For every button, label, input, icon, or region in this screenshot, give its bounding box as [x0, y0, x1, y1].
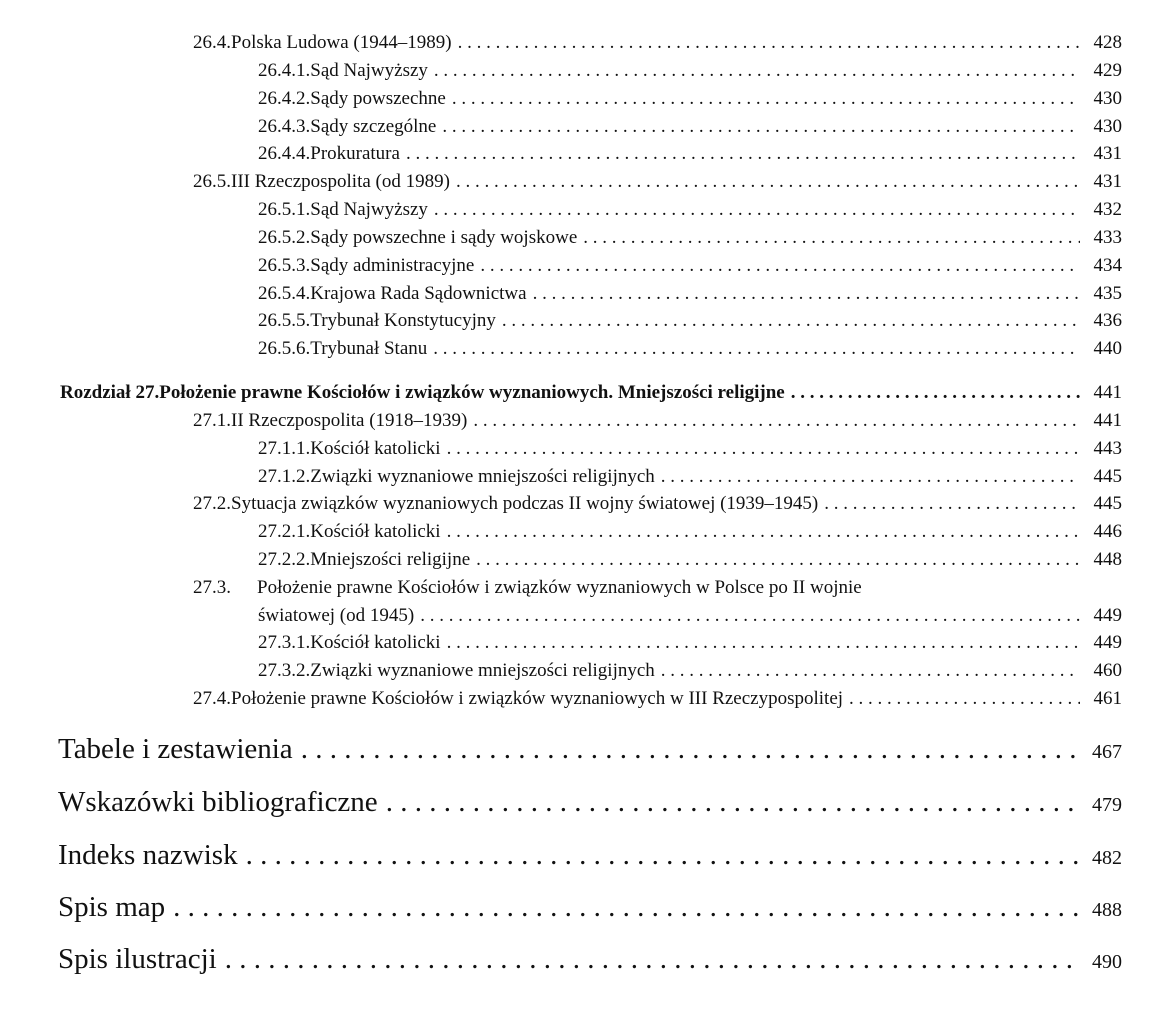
toc-entry: [258, 282, 1122, 306]
entry-page: 431: [1093, 143, 1122, 164]
entry-number: 27.1.2.: [258, 466, 311, 487]
toc-entry: [258, 520, 1122, 544]
entry-title: Trybunał Stanu: [310, 338, 428, 359]
toc-entry: [258, 631, 1122, 655]
section-title: Indeks nazwisk: [58, 839, 238, 871]
dot-leader: [442, 115, 1080, 139]
dot-leader: [434, 198, 1080, 222]
entry-number: 26.5.: [193, 171, 231, 192]
toc-entry: [258, 226, 1122, 250]
dot-leader: [173, 890, 1080, 924]
toc-entry: [258, 309, 1122, 333]
entry-title-continuation: światowej (od 1945): [258, 605, 415, 626]
section-title: Spis map: [58, 891, 166, 923]
dot-leader: [480, 254, 1080, 278]
entry-page: 446: [1093, 521, 1122, 542]
entry-title: Związki wyznaniowe mniejszości religijnych: [310, 466, 655, 487]
entry-title: III Rzeczpospolita (od 1989): [231, 171, 450, 192]
dot-leader: [246, 838, 1080, 872]
dot-leader: [386, 785, 1080, 819]
entry-title: Sądy powszechne i sądy wojskowe: [310, 227, 578, 248]
entry-page: 448: [1093, 549, 1122, 570]
toc-section-entry: [58, 890, 1122, 927]
toc-section-entry: [58, 838, 1122, 875]
section-page: 467: [1092, 741, 1122, 763]
entry-page: 445: [1093, 493, 1122, 514]
toc-entry: [193, 576, 1122, 600]
toc-entry: [258, 465, 1122, 489]
entry-title: Kościół katolicki: [310, 438, 441, 459]
entry-title: Położenie prawne Kościołów i związków wyznaniowych w III Rzeczypospolitej: [231, 688, 844, 709]
entry-page: 431: [1093, 171, 1122, 192]
entry-number: 27.2.: [193, 493, 231, 514]
entry-title: Mniejszości religijne: [310, 549, 471, 570]
toc-entry: [258, 254, 1122, 278]
entry-number: 26.5.2.: [258, 227, 311, 248]
toc-section-entry: [58, 732, 1122, 769]
entry-page: 460: [1093, 660, 1122, 681]
entry-number: 26.5.5.: [258, 310, 311, 331]
entry-page: 432: [1093, 199, 1122, 220]
entry-number: 27.4.: [193, 688, 231, 709]
entry-title: Polska Ludowa (1944–1989): [231, 32, 452, 53]
section-page: 482: [1092, 847, 1122, 869]
entry-page: 435: [1093, 283, 1122, 304]
entry-page: 441: [1093, 382, 1122, 403]
toc-chapter-entry: [60, 381, 1122, 405]
dot-leader: [791, 381, 1080, 405]
dot-leader: [225, 942, 1080, 976]
dot-leader: [473, 409, 1080, 433]
entry-title: Związki wyznaniowe mniejszości religijnych: [310, 660, 655, 681]
entry-page: 443: [1093, 438, 1122, 459]
chapter-title: Położenie prawne Kościołów i związków wyznaniowych. Mniejszości religijne: [159, 382, 785, 403]
dot-leader: [661, 659, 1080, 683]
toc-entry: [258, 337, 1122, 361]
toc-entry: [258, 198, 1122, 222]
dot-leader: [476, 548, 1080, 572]
toc-entry: [258, 115, 1122, 139]
entry-title: Sądy administracyjne: [310, 255, 475, 276]
entry-number: 26.5.4.: [258, 283, 311, 304]
dot-leader: [301, 732, 1080, 766]
entry-page: 441: [1093, 410, 1122, 431]
entry-number: 26.4.3.: [258, 116, 311, 137]
toc-entry: [193, 31, 1122, 55]
section-page: 490: [1092, 951, 1122, 973]
entry-page: 430: [1093, 88, 1122, 109]
entry-page: 436: [1093, 310, 1122, 331]
toc-entry: [193, 170, 1122, 194]
entry-title: Kościół katolicki: [310, 521, 441, 542]
entry-page: 430: [1093, 116, 1122, 137]
entry-title: Sytuacja związków wyznaniowych podczas II wojny światowej (1939–1945): [231, 493, 819, 514]
dot-leader: [420, 604, 1080, 628]
dot-leader: [434, 59, 1080, 83]
entry-title: Krajowa Rada Sądownictwa: [310, 283, 527, 304]
toc-section-entry: [58, 942, 1122, 979]
toc-entry: [258, 659, 1122, 683]
section-title: Tabele i zestawienia: [58, 733, 293, 765]
entry-number: 26.5.1.: [258, 199, 311, 220]
dot-leader: [849, 687, 1080, 711]
entry-title: II Rzeczpospolita (1918–1939): [231, 410, 468, 431]
entry-page: 434: [1093, 255, 1122, 276]
toc-entry: [258, 548, 1122, 572]
chapter-number: Rozdział 27.: [60, 382, 160, 403]
entry-page: 440: [1093, 338, 1122, 359]
entry-number: 26.4.2.: [258, 88, 311, 109]
entry-page: 449: [1093, 605, 1122, 626]
dot-leader: [447, 520, 1080, 544]
entry-title: Prokuratura: [310, 143, 400, 164]
section-page: 479: [1092, 794, 1122, 816]
dot-leader: [502, 309, 1080, 333]
dot-leader: [447, 437, 1080, 461]
entry-title: Położenie prawne Kościołów i związków wyznaniowych w Polsce po II wojnie: [257, 577, 862, 598]
entry-page: 433: [1093, 227, 1122, 248]
toc-entry: [258, 437, 1122, 461]
entry-title: Kościół katolicki: [310, 632, 441, 653]
entry-title: Sądy szczególne: [310, 116, 437, 137]
toc-entry: [258, 142, 1122, 166]
toc-entry-continuation: [258, 604, 1122, 628]
entry-number: 26.5.6.: [258, 338, 311, 359]
entry-number: 27.1.: [193, 410, 231, 431]
toc-entry: [258, 59, 1122, 83]
dot-leader: [452, 87, 1080, 111]
entry-number: 26.5.3.: [258, 255, 311, 276]
section-page: 488: [1092, 899, 1122, 921]
dot-leader: [824, 492, 1080, 516]
entry-title: Trybunał Konstytucyjny: [310, 310, 496, 331]
entry-number: 27.2.1.: [258, 521, 311, 542]
toc-entry: [193, 492, 1122, 516]
dot-leader: [456, 170, 1080, 194]
entry-number: 27.2.2.: [258, 549, 311, 570]
entry-title: Sądy powszechne: [310, 88, 446, 109]
toc-entry: [258, 87, 1122, 111]
entry-number: 26.4.4.: [258, 143, 311, 164]
dot-leader: [447, 631, 1080, 655]
section-title: Wskazówki bibliograficzne: [58, 786, 378, 818]
section-title: Spis ilustracji: [58, 943, 217, 975]
entry-page: 449: [1093, 632, 1122, 653]
toc-section-entry: [58, 785, 1122, 822]
entry-number: 26.4.: [193, 32, 231, 53]
entry-page: 461: [1093, 688, 1122, 709]
entry-number: 27.3.: [193, 577, 231, 598]
entry-title: Sąd Najwyższy: [310, 199, 428, 220]
dot-leader: [533, 282, 1080, 306]
entry-page: 429: [1093, 60, 1122, 81]
entry-number: 27.3.2.: [258, 660, 311, 681]
dot-leader: [458, 31, 1080, 55]
entry-number: 26.4.1.: [258, 60, 311, 81]
entry-title: Sąd Najwyższy: [310, 60, 428, 81]
entry-number: 27.3.1.: [258, 632, 311, 653]
toc-entry: [193, 409, 1122, 433]
dot-leader: [661, 465, 1080, 489]
dot-leader: [406, 142, 1080, 166]
entry-number: 27.1.1.: [258, 438, 311, 459]
entry-page: 445: [1093, 466, 1122, 487]
dot-leader: [583, 226, 1080, 250]
dot-leader: [433, 337, 1080, 361]
toc-entry: [193, 687, 1122, 711]
entry-page: 428: [1093, 32, 1122, 53]
